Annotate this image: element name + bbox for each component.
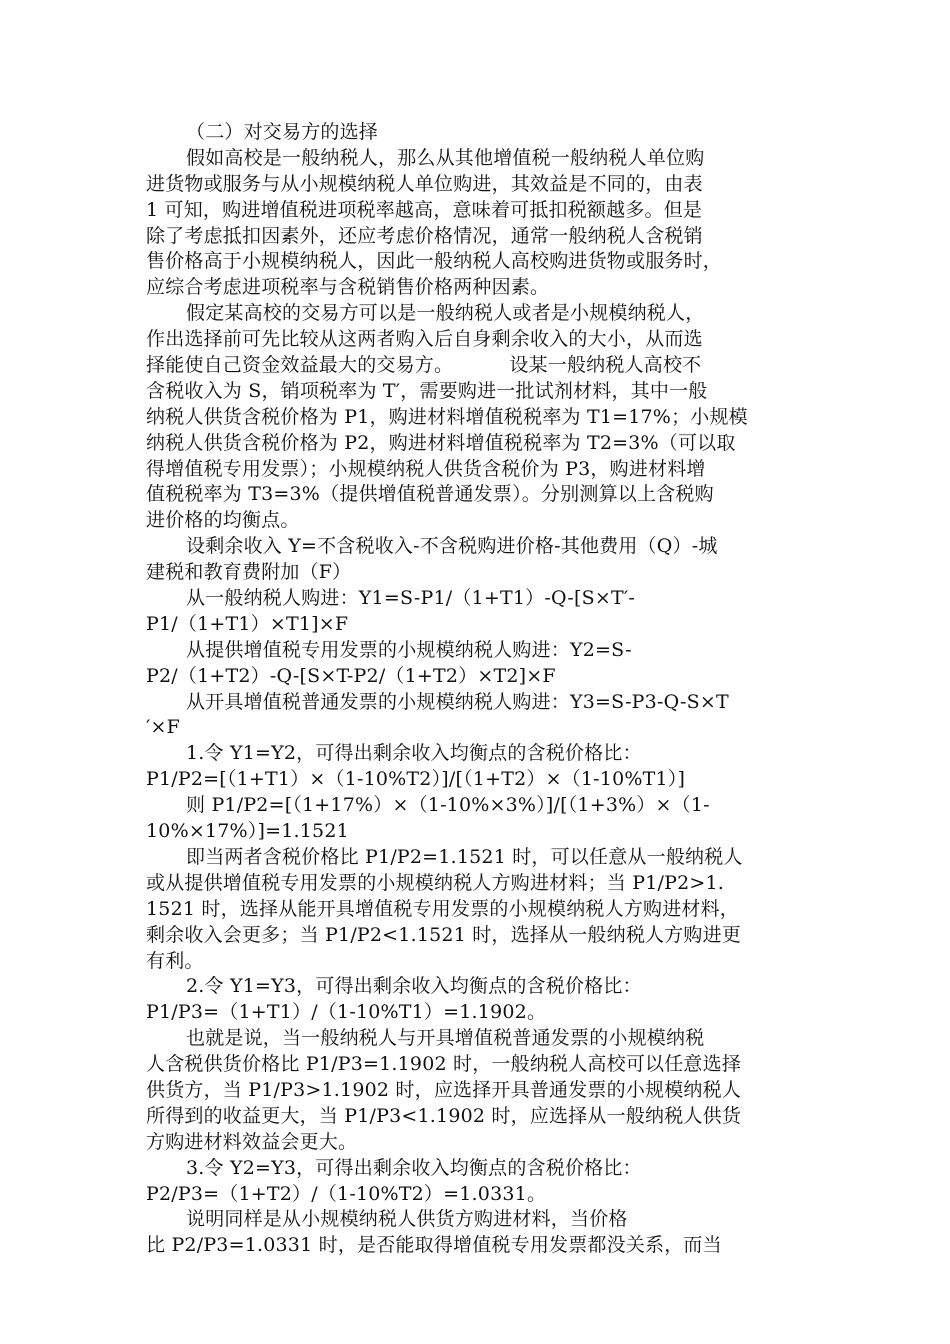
text-line: 应综合考虑进项税率与含税销售价格两种因素。 [146, 276, 550, 299]
text-line: P2/P3=（1+T2）/（1-10%T2）=1.0331。 [146, 1182, 547, 1205]
text-line: 方购进材料效益会更大。 [146, 1130, 358, 1153]
paragraph-start-line: （二）对交易方的选择 [186, 121, 379, 143]
text-line: 10%×17%）]=1.1521 [146, 820, 349, 843]
text-line: 进货物或服务与从小规模纳税人单位购进，其效益是不同的，由表 [146, 172, 703, 195]
paragraph-start-line: 假定某高校的交易方可以是一般纳税人或者是小规模纳税人， [186, 302, 705, 325]
text-line: 纳税人供货含税价格为 P2，购进材料增值税税率为 T2=3%（可以取 [146, 431, 736, 454]
text-line: 或从提供增值税专用发票的小规模纳税人方购进材料；当 P1/P2>1. [146, 871, 725, 894]
text-line: 供货方，当 P1/P3>1.1902 时，应选择开具普通发票的小规模纳税人 [146, 1078, 742, 1101]
text-line: 比 P2/P3=1.0331 时，是否能取得增值税专用发票都没关系，而当 [146, 1234, 722, 1257]
text-line: P1/P2=[（1+T1）×（1-10%T2）]/[（1+T2）×（1-10%T1）] [146, 768, 686, 791]
paragraph-start-line: 即当两者含税价格比 P1/P2=1.1521 时，可以任意从一般纳税人 [186, 845, 743, 868]
text-line: 售价格高于小规模纳税人，因此一般纳税人高校购进货物或服务时， [146, 250, 723, 273]
text-line: 建税和教育费附加（F） [146, 561, 352, 584]
text-line: 剩余收入会更多；当 P1/P2<1.1521 时，选择从一般纳税人方购进更 [146, 923, 742, 946]
text-line: 进价格的均衡点。 [146, 509, 300, 532]
text-line: ′×F [146, 716, 181, 739]
text-line: 除了考虑抵扣因素外，还应考虑价格情况，通常一般纳税人含税销 [146, 224, 703, 247]
paragraph-start-line: 2.令 Y1=Y3，可得出剩余收入均衡点的含税价格比： [186, 975, 642, 998]
paragraph-start-line: 假如高校是一般纳税人，那么从其他增值税一般纳税人单位购 [186, 146, 705, 169]
text-line: 人含税供货价格比 P1/P3=1.1902 时，一般纳税人高校可以任意选择 [146, 1053, 742, 1076]
paragraph-start-line: 则 P1/P2=[（1+17%）×（1-10%×3%）]/[（1+3%）×（1- [186, 794, 710, 817]
text-line: 1 可知，购进增值税进项税率越高，意味着可抵扣税额越多。但是 [146, 198, 703, 221]
text-line: 得增值税专用发票）；小规模纳税人供货含税价为 P3，购进材料增 [146, 457, 706, 480]
paragraph-start-line: 也就是说，当一般纳税人与开具增值税普通发票的小规模纳税 [186, 1027, 705, 1050]
text-line: 1521 时，选择从能开具增值税专用发票的小规模纳税人方购进材料， [146, 897, 739, 920]
text-line: P1/P3=（1+T1）/（1-10%T1）=1.1902。 [146, 1001, 547, 1024]
paragraph-start-line: 从一般纳税人购进：Y1=S-P1/（1+T1）-Q-[S×T′- [186, 587, 635, 610]
paragraph-start-line: 从开具增值税普通发票的小规模纳税人购进：Y3=S-P3-Q-S×T [186, 690, 729, 713]
text-line: 作出选择前可先比较从这两者购入后自身剩余收入的大小，从而选 [146, 328, 703, 351]
text-line: 纳税人供货含税价格为 P1，购进材料增值税税率为 T1=17%；小规模 [146, 405, 748, 428]
paragraph-start-line: 1.令 Y1=Y2，可得出剩余收入均衡点的含税价格比： [186, 742, 642, 765]
text-line: 值税税率为 T3=3%（提供增值税普通发票）。分别测算以上含税购 [146, 483, 714, 506]
paragraph-start-line: 从提供增值税专用发票的小规模纳税人购进：Y2=S- [186, 638, 632, 661]
paragraph-start-line: 3.令 Y2=Y3，可得出剩余收入均衡点的含税价格比： [186, 1156, 642, 1179]
text-line: 所得到的收益更大，当 P1/P3<1.1902 时，应选择从一般纳税人供货 [146, 1104, 742, 1127]
paragraph-start-line: 设剩余收入 Y=不含税收入-不含税购进价格-其他费用（Q）-城 [186, 535, 718, 558]
text-line: P1/（1+T1）×T1]×F [146, 612, 349, 635]
document-body [146, 120, 806, 1259]
text-line: P2/（1+T2）-Q-[S×T-P2/（1+T2）×T2]×F [146, 664, 556, 687]
text-line: 有利。 [146, 949, 204, 972]
text-line: 择能使自己资金效益最大的交易方。 设某一般纳税人高校不 [146, 354, 702, 377]
text-line: 含税收入为 S，销项税率为 T′，需要购进一批试剂材料，其中一般 [146, 379, 708, 402]
paragraph-start-line: 说明同样是从小规模纳税人供货方购进材料，当价格 [186, 1208, 628, 1231]
